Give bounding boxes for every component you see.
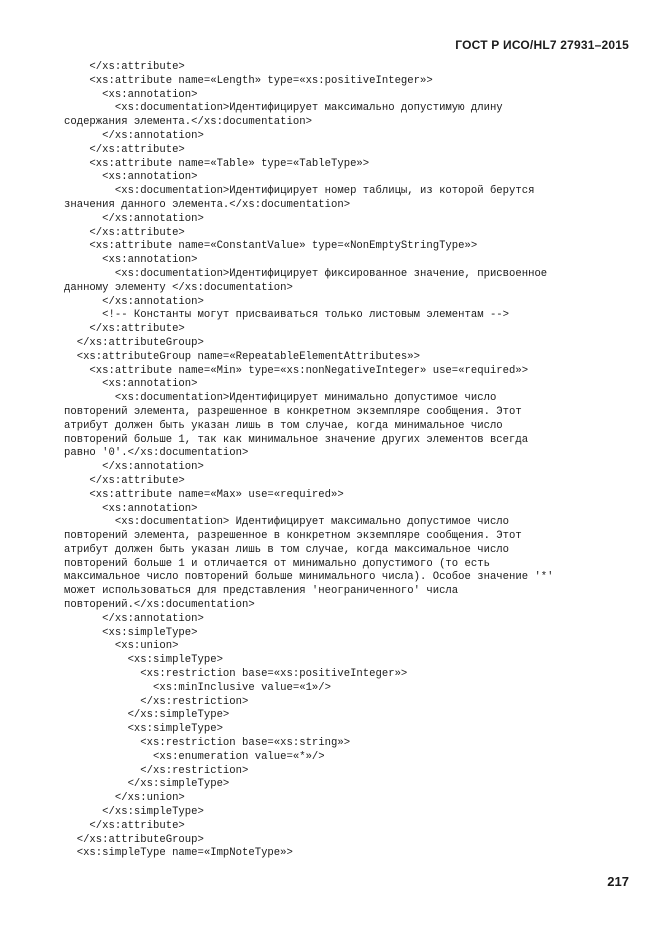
code-line: </xs:restriction> — [64, 695, 249, 708]
code-line: <xs:attribute name=«Table» type=«TableType»> — [64, 157, 370, 170]
code-line: <xs:enumeration value=«*»/> — [64, 750, 325, 763]
code-line: </xs:simpleType> — [64, 778, 230, 791]
code-line: <xs:simpleType name=«ImpNoteType»> — [64, 847, 293, 860]
code-line: атрибут должен быть указан лишь в том случае, когда минимальное число — [64, 419, 503, 432]
code-line: может использоваться для представления 'неограниченного' числа — [64, 585, 459, 598]
code-line: <xs:annotation> — [64, 502, 198, 515]
code-line: повторений больше 1 и отличается от минимально допустимого (то есть — [64, 557, 490, 570]
code-line: <xs:union> — [64, 640, 179, 653]
code-line: </xs:annotation> — [64, 612, 204, 625]
code-line: <xs:documentation>Идентифицирует максимально допустимую длину — [64, 102, 503, 115]
code-line: атрибут должен быть указан лишь в том случае, когда максимальное число — [64, 543, 510, 556]
code-line: </xs:restriction> — [64, 764, 249, 777]
code-line: <xs:attribute name=«Max» use=«required»> — [64, 488, 344, 501]
code-line: максимальное число повторений больше минимального числа). Особое значение '*' — [64, 571, 554, 584]
code-line: <xs:documentation>Идентифицирует фиксированное значение, присвоенное — [64, 267, 548, 280]
code-line: </xs:annotation> — [64, 212, 204, 225]
document-header: ГОСТ Р ИСО/HL7 27931–2015 — [455, 38, 629, 52]
code-line: повторений элемента, разрешенное в конкретном экземпляре сообщения. Этот — [64, 530, 522, 543]
code-line: </xs:attribute> — [64, 226, 185, 239]
code-line: <xs:restriction base=«xs:positiveInteger»> — [64, 668, 408, 681]
code-line: <xs:simpleType> — [64, 723, 223, 736]
code-line: <xs:attribute name=«Length» type=«xs:positiveInteger»> — [64, 74, 433, 87]
code-line: <xs:annotation> — [64, 378, 198, 391]
code-line: </xs:simpleType> — [64, 709, 230, 722]
code-line: значения данного элемента.</xs:documentation> — [64, 198, 351, 211]
code-line: <xs:attribute name=«ConstantValue» type=«NonEmptyStringType»> — [64, 240, 478, 253]
code-line: <!-- Константы могут присваиваться только листовым элементам --> — [64, 309, 510, 322]
code-line: <xs:documentation> Идентифицирует максимально допустимое число — [64, 516, 510, 529]
code-line: повторений элемента, разрешенное в конкретном экземпляре сообщения. Этот — [64, 405, 522, 418]
code-line: <xs:attribute name=«Min» type=«xs:nonNegativeInteger» use=«required»> — [64, 364, 529, 377]
code-line: </xs:attribute> — [64, 143, 185, 156]
code-line: <xs:annotation> — [64, 171, 198, 184]
code-line: содержания элемента.</xs:documentation> — [64, 116, 312, 129]
code-line: <xs:simpleType> — [64, 654, 223, 667]
code-line: </xs:attributeGroup> — [64, 833, 204, 846]
code-line: <xs:annotation> — [64, 254, 198, 267]
code-line: данному элементу </xs:documentation> — [64, 281, 293, 294]
code-line: <xs:minInclusive value=«1»/> — [64, 681, 332, 694]
code-line: </xs:attributeGroup> — [64, 336, 204, 349]
code-line: <xs:simpleType> — [64, 626, 198, 639]
code-line: </xs:simpleType> — [64, 806, 204, 819]
code-line: повторений больше 1, так как минимальное значение других элементов всегда — [64, 433, 529, 446]
code-line: <xs:restriction base=«xs:string»> — [64, 737, 351, 750]
code-line: равно '0'.</xs:documentation> — [64, 447, 249, 460]
code-line: </xs:annotation> — [64, 295, 204, 308]
code-line: <xs:documentation>Идентифицирует минимально допустимое число — [64, 392, 497, 405]
code-line: <xs:annotation> — [64, 88, 198, 101]
code-line: </xs:attribute> — [64, 819, 185, 832]
code-line: </xs:attribute> — [64, 61, 185, 73]
code-line: </xs:attribute> — [64, 474, 185, 487]
code-line: </xs:annotation> — [64, 129, 204, 142]
code-line: повторений.</xs:documentation> — [64, 599, 255, 612]
code-line: <xs:attributeGroup name=«RepeatableElementAttributes»> — [64, 350, 421, 363]
code-line: <xs:documentation>Идентифицирует номер таблицы, из которой берутся — [64, 185, 535, 198]
page-number: 217 — [607, 874, 629, 889]
code-line: </xs:annotation> — [64, 461, 204, 474]
code-line: </xs:union> — [64, 792, 185, 805]
code-line: </xs:attribute> — [64, 323, 185, 336]
xml-code-listing — [64, 61, 634, 861]
